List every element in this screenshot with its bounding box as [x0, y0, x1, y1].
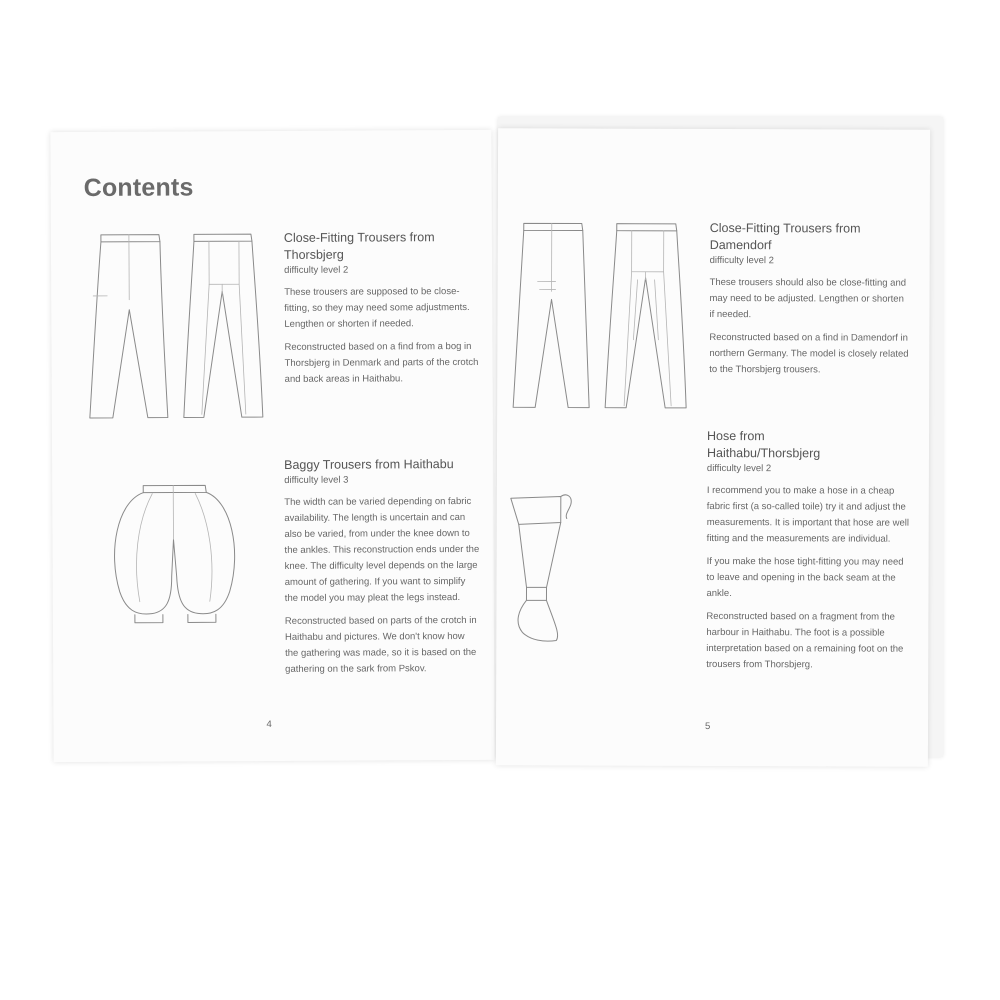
thorsbjerg-paragraph-1: These trousers are supposed to be close-fitting, so they may need some adjustments. Lengthen or shorten if needed.	[284, 286, 470, 330]
hose-level: difficulty level 2	[706, 462, 772, 475]
thorsbjerg-entry	[284, 229, 480, 395]
baggy-paragraph-1: The width can be varied depending on fabric availability. The length is uncertain and can also be varied, from under the knee down to the ankles. This reconstruction ends under the knee. The difficulty level depends on the large amount of gathering. If you want to simplify the model you may pleat the legs instead.	[284, 495, 480, 604]
thorsbjerg-level: difficulty level 2	[284, 264, 349, 276]
page-number-left: 4	[266, 719, 272, 731]
thorsbjerg-title-2: Thorsbjerg	[283, 247, 344, 262]
page-number-right: 5	[705, 720, 711, 732]
damendorf-entry	[709, 220, 910, 386]
hose-entry	[706, 428, 910, 681]
baggy-paragraph-2: Reconstructed based on parts of the crotch in Haithabu and pictures. We don't know how the gathering was made, so it is based on the gathering on the sark from Pskov.	[284, 614, 477, 675]
damendorf-paragraph-2: Reconstructed based on a find in Damendorf in northern Germany. The model is closely related to the Thorsbjerg trousers.	[709, 331, 909, 376]
hose-title-1: Hose from	[707, 428, 765, 444]
hose-title-2: Haithabu/Thorsbjerg	[706, 445, 821, 461]
damendorf-title-2: Damendorf	[709, 237, 772, 253]
hose-paragraph-1: I recommend you to make a hose in a cheap fabric first (a so-called toile) try it and adjust the measurements. It is important that hose are well fitting and the measurements are individual.	[706, 484, 909, 545]
right-page	[496, 128, 930, 767]
thorsbjerg-paragraph-2: Reconstructed based on a find from a bog in Thorsbjerg in Denmark and parts of the crotch and back areas in Haithabu.	[284, 340, 479, 385]
damendorf-paragraph-1: These trousers should also be close-fitting and may need to be adjusted. Lengthen or shorten if needed.	[709, 276, 907, 321]
contents-heading: Contents	[83, 173, 194, 202]
baggy-title: Baggy Trousers from Haithabu	[284, 457, 454, 472]
damendorf-title-1: Close-Fitting Trousers from	[709, 220, 861, 236]
damendorf-trousers-figure	[505, 219, 696, 415]
hose-paragraph-3: Reconstructed based on a fragment from the harbour in Haithabu. The foot is a possible interpretation based on a remaining foot on the trousers from Thorsbjerg.	[706, 610, 904, 671]
baggy-trousers-entry	[284, 456, 480, 685]
haithabu-baggy-trousers-figure	[107, 481, 243, 632]
thorsbjerg-title-1: Close-Fitting Trousers from	[283, 230, 435, 245]
thorsbjerg-trousers-figure	[79, 229, 270, 425]
left-page	[50, 130, 494, 762]
hose-figure	[504, 492, 585, 652]
hose-paragraph-2: If you make the hose tight-fitting you may need to leave and opening in the back seam at the ankle.	[706, 555, 904, 600]
baggy-level: difficulty level 3	[284, 474, 349, 486]
damendorf-level: difficulty level 2	[709, 254, 774, 267]
